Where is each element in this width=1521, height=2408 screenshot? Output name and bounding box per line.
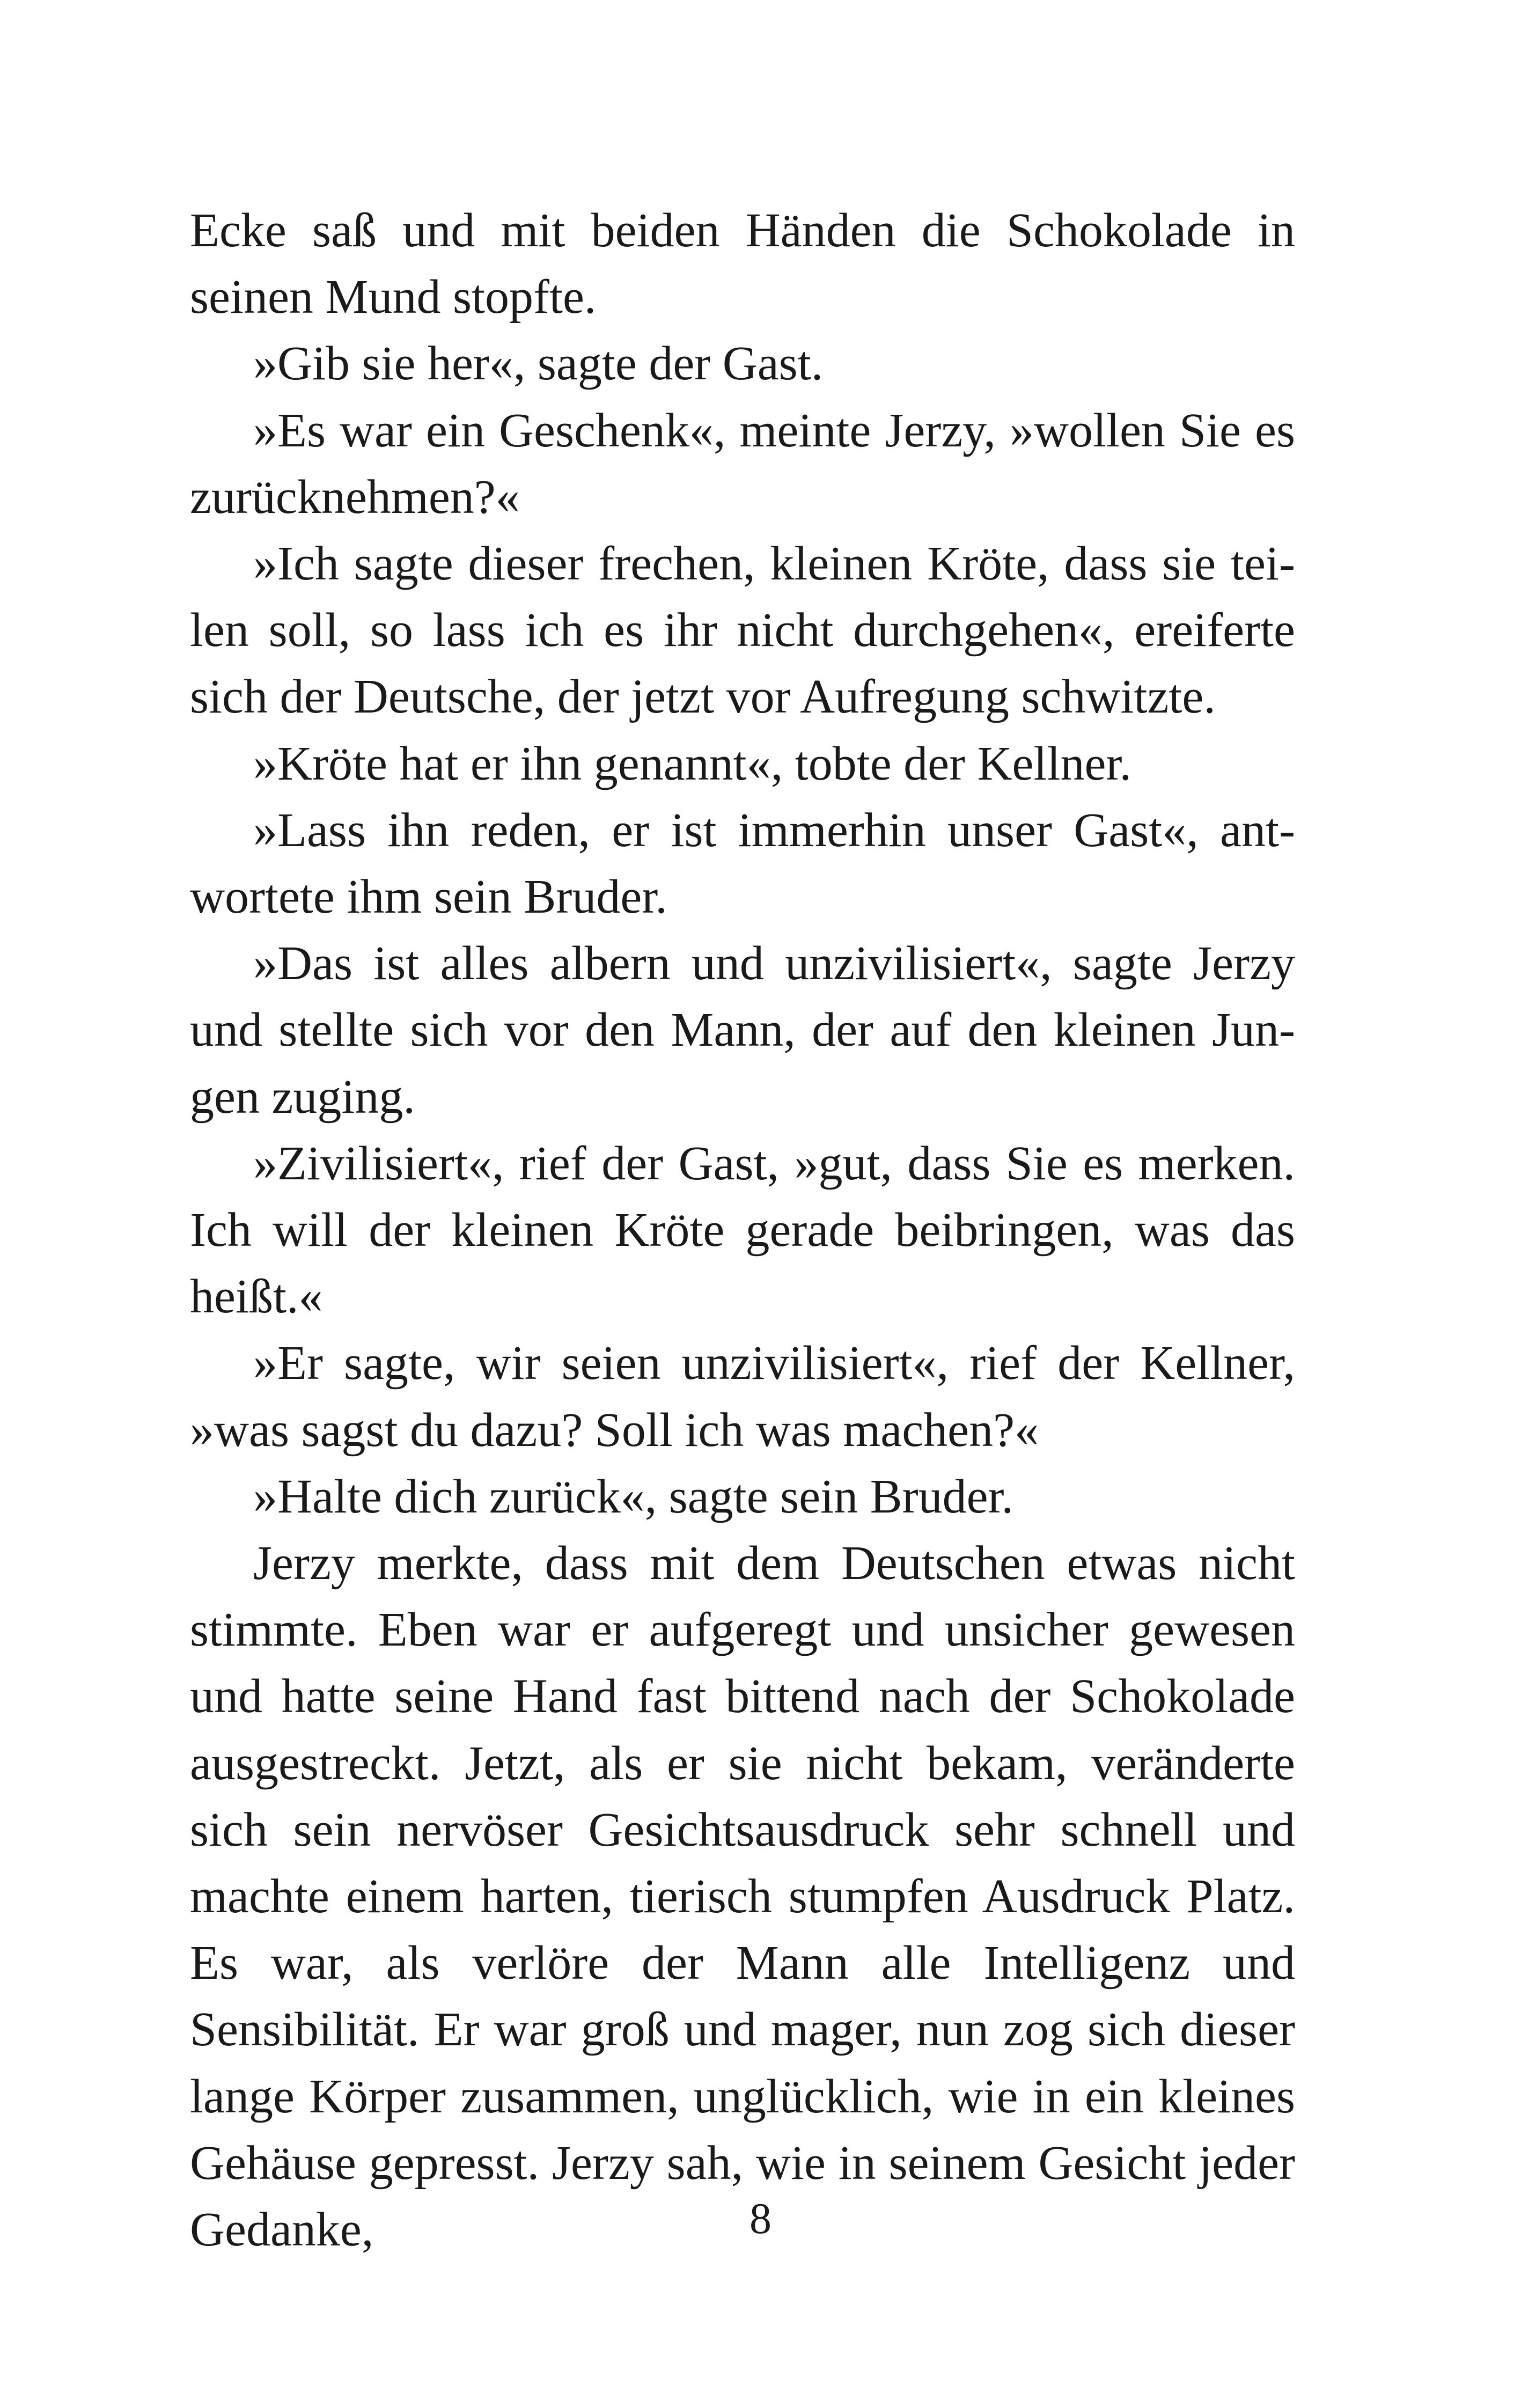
paragraph-6: »Lass ihn reden, er ist immerhin unser Gast«, antwortete ihm sein Bruder. (190, 803, 1295, 924)
paragraph-2: »Gib sie her«, sagte der Gast. (253, 337, 824, 391)
paragraph-7: »Das ist alles albern und unzivilisiert«, sagte Jerzy und stellte sich vor den Mann, der auf den kleinen Jungen zuging. (190, 937, 1295, 1124)
paragraph-9: »Er sagte, wir seien unzivilisiert«, rief der Kellner, »was sagst du dazu? Soll ich was machen?« (190, 1337, 1295, 1457)
paragraph-11: Jerzy merkte, dass mit dem Deutschen etwas nicht stimmte. Eben war er aufgeregt und unsicher gewesen und hatte seine Hand fast bittend nach der Schokolade ausgestreckt. Jetzt, als er sie nicht bekam, veränderte sich sein nervöser Gesichtsausdruck sehr schnell und machte einem harten, tierisch stumpfen Ausdruck Platz. Es war, als verlöre der Mann alle Intelligenz und Sensibilität. Er war groß und mager, nun zog sich dieser lange Körper zusammen, unglücklich, wie in ein kleines Gehäuse gepresst. Jerzy sah, wie in seinem Gesicht jeder Gedanke, (190, 1537, 1295, 2257)
paragraph-5: »Kröte hat er ihn genannt«, tobte der Kellner. (253, 737, 1131, 790)
paragraph-1: Ecke saß und mit beiden Händen die Schokolade in seinen Mund stopfte. (190, 204, 1295, 324)
paragraph-10: »Halte dich zurück«, sagte sein Bruder. (253, 1470, 1014, 1523)
body-text (190, 197, 1295, 2263)
paragraph-4: »Ich sagte dieser frechen, kleinen Kröte, dass sie teilen soll, so lass ich es ihr nicht durchgehen«, ereiferte sich der Deutsche, der jetzt vor Aufregung schwitzte. (190, 537, 1295, 724)
page-number: 8 (750, 2194, 771, 2243)
paragraph-8: »Zivilisiert«, rief der Gast, »gut, dass Sie es merken. Ich will der kleinen Kröte gerade beibringen, was das heißt.« (190, 1136, 1295, 1324)
paragraph-3: »Es war ein Geschenk«, meinte Jerzy, »wollen Sie es zurücknehmen?« (190, 403, 1295, 524)
